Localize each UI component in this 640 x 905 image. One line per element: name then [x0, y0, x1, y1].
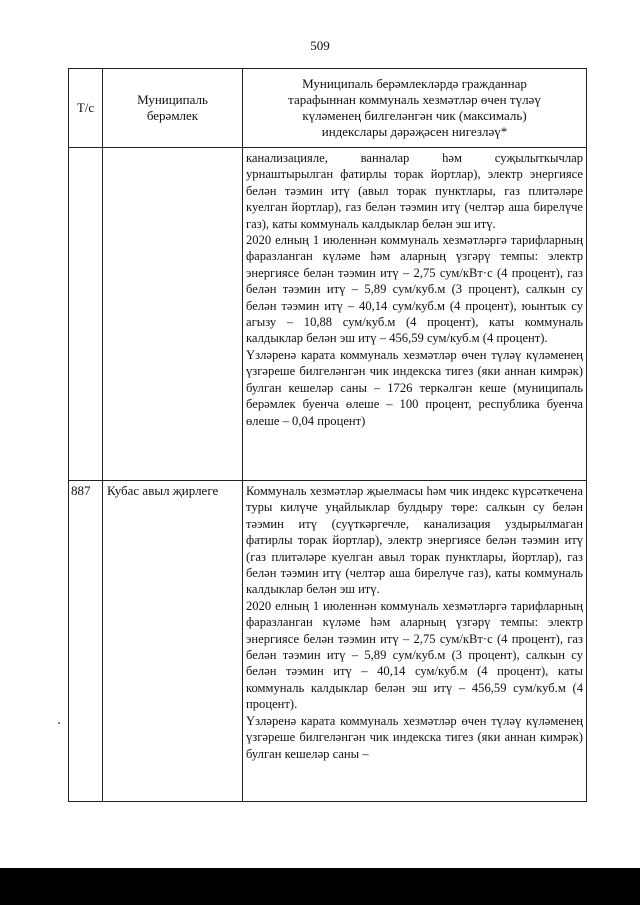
- scan-bottom-edge: [0, 868, 640, 905]
- table-header-row: [69, 69, 587, 148]
- header-description-line: тарафыннан коммуналь хезмәтләр өчен түләү: [288, 92, 541, 107]
- row-municipality: Кубас авыл җирлеге: [103, 481, 243, 802]
- tariff-table: [68, 68, 587, 802]
- page-number: 509: [310, 38, 330, 53]
- header-municipality: [103, 69, 243, 148]
- description-paragraph: Коммуналь хезмәтләр җыелмасы һәм чик индекс күрсәткечена туры килүче уңайлыклар булдыру төре: салкын су белән тәэмин итү (суүткәргечле, канализация уздырылмаган фатирлы торак йортлар), электр энергиясе белән тәэмин итү (газ плитәләре куелган авыл торак пунктлары, йортлар), газ белән тәэмин итү (челтәр аша бирелүче газ), каты коммуналь калдыклар белән эш итү.: [246, 484, 583, 597]
- row-number: 887: [69, 481, 103, 802]
- description-paragraph: 2020 елның 1 июленнән коммуналь хезмәтләргә тарифларның фаразланган күләме һәм аларның үзгәрү темпы: электр энергиясе белән тәэмин итү – 2,75 сум/кВт·с (4 процент), газ белән тәэмин итү – 5,89 сум/куб.м (3 процент), салкын су белән тәэмин итү – 40,14 сум/куб.м (4 процент), каты коммуналь калдыклар белән эш итү – 456,59 сум/куб.м (4 процент).: [246, 598, 583, 712]
- table-row: [69, 481, 587, 802]
- description-paragraph: 2020 елның 1 июленнән коммуналь хезмәтләргә тарифларның фаразланган күләме һәм аларның үзгәрү темпы: электр энергиясе белән тәэмин итү – 2,75 сум/кВт·с (4 процент), газ белән тәэмин итү – 5,89 сум/куб.м (3 процент), салкын су белән тәэмин итү – 40,14 сум/куб.м (4 процент), юынтык су агызу – 10,88 сум/куб.м (4 процент), каты коммуналь калдыклар белән эш итү – 456,59 сум/куб.м (4 процент).: [246, 233, 583, 346]
- description-paragraph: Үзләренә карата коммуналь хезмәтләр өчен түләү күләменең үзгәреше билгеләнгән чик индекска тигез (яки аннан кимрәк) булган кешеләр саны – 1726 теркәлгән кеше (муниципаль берәмлек буенча өлеше – 100 процент, республика буенча өлеше – 0,04 процент): [246, 347, 583, 428]
- description-paragraph: канализацияле, ванналар һәм суҗылыткычлар урнаштырылган фатирлы торак йортлар), электр энергиясе белән тәэмин итү (авыл торак пунктлары, газ плитәләре куелган йортлар), газ белән тәэмин итү (челтәр аша бирелүче газ), каты коммуналь калдыклар белән эш итү.: [246, 151, 583, 231]
- row-number: [69, 148, 103, 481]
- scan-speck: [58, 722, 60, 724]
- header-description-line: индекслары дәрәҗәсен нигезләү*: [321, 124, 508, 139]
- header-description-line: Муниципаль берәмлекләрдә гражданнар: [302, 76, 527, 91]
- row-description: [243, 148, 587, 481]
- header-number: Т/с: [69, 69, 103, 148]
- header-description: [243, 69, 587, 148]
- header-municipality-line: берәмлек: [146, 108, 199, 123]
- row-description: [243, 481, 587, 802]
- table-row: [69, 148, 587, 481]
- description-paragraph: Үзләренә карата коммуналь хезмәтләр өчен түләү күләменең үзгәреше билгеләнгән чик индекска тигез (яки аннан кимрәк) булган кешеләр саны –: [246, 713, 583, 761]
- header-municipality-line: Муниципаль: [137, 92, 208, 107]
- row-municipality: [103, 148, 243, 481]
- header-description-line: күләменең билгеләнгән чик (максималь): [302, 108, 527, 123]
